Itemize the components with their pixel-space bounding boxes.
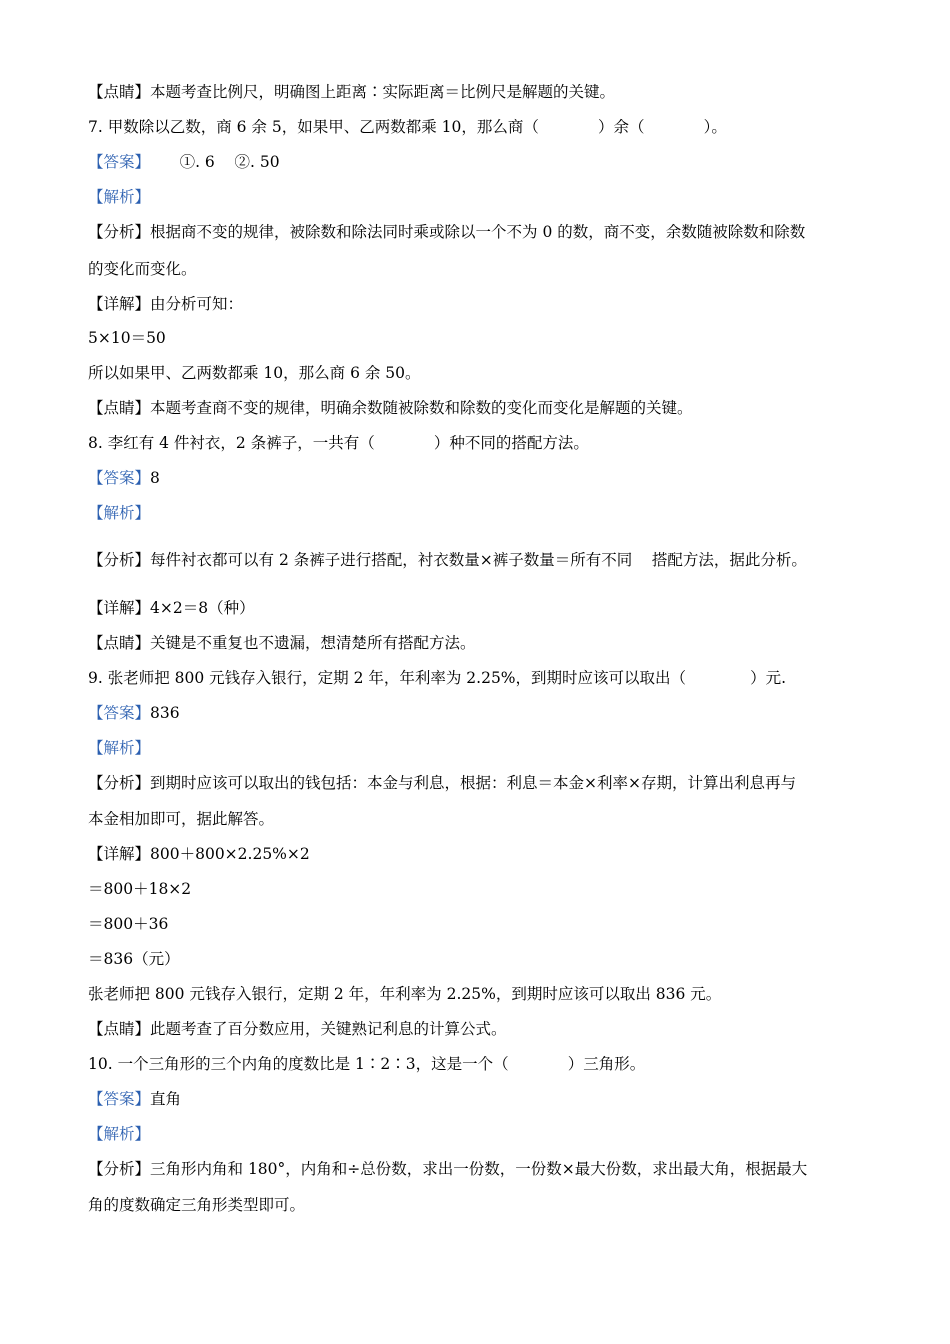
question-text: 7. 甲数除以乙数，商 6 余 5，如果甲、乙两数都乘 10，那么商（ ）余（ ）。 [88,118,727,136]
analysis-label-8 [88,503,150,523]
line-text: 角的度数确定三角形类型即可。 [88,1196,306,1214]
line-text: 到期时应该可以取出的钱包括：本金与利息，根据：利息＝本金×利率×存期，计算出利息再与 [150,774,796,792]
conclusion-9 [88,984,721,1004]
analysis-label-9 [88,738,150,758]
answer-10 [88,1089,181,1109]
question-8 [88,433,589,453]
answer-7 [88,152,280,172]
question-9 [88,668,786,688]
label-answer: 【答案】 [88,469,151,487]
answer-text: 836 [150,704,180,722]
line-text: ＝836（元） [88,950,180,968]
label-answer: 【答案】 [88,1090,151,1108]
question-7 [88,117,727,137]
line-text: 根据商不变的规律，被除数和除法同时乘或除以一个不为 0 的数，商不变，余数随被除数和除数 [150,223,806,241]
line-text: ＝800＋36 [88,915,169,933]
line-text: 三角形内角和 180°，内角和÷总份数，求出一份数，一份数×最大份数，求出最大角，根据最大 [150,1160,808,1178]
line-text: 本题考查比例尺，明确图上距离∶实际距离＝比例尺是解题的关键。 [150,83,616,101]
fenxi-8 [88,550,807,570]
label-answer: 【答案】 [88,704,151,722]
xiangjie-8 [88,598,255,618]
conclusion-7 [88,363,421,383]
analysis-label-7 [88,187,150,207]
calc-7 [88,328,166,348]
label-jiexi: 【解析】 [88,1125,151,1143]
label-dianjing: 【点睛】 [88,83,151,101]
line-text: 由分析可知： [150,295,244,313]
dianjing-9 [88,1019,507,1039]
label-dianjing: 【点睛】 [88,1020,151,1038]
line-text: 张老师把 800 元钱存入银行，定期 2 年，年利率为 2.25%，到期时应该可以取出 836 元。 [88,985,722,1003]
calc-9-step1 [88,879,191,899]
analysis-label-10 [88,1124,150,1144]
label-jiexi: 【解析】 [88,504,151,522]
line-text: 本金相加即可，据此解答。 [88,810,275,828]
label-fenxi: 【分析】 [88,223,151,241]
question-text: 9. 张老师把 800 元钱存入银行，定期 2 年，年利率为 2.25%，到期时应该可以取出（ ）元. [88,669,787,687]
line-text: 此题考查了百分数应用，关键熟记利息的计算公式。 [150,1020,507,1038]
label-answer: 【答案】 [88,153,151,171]
label-xiangjie: 【详解】 [88,599,151,617]
answer-text: 直角 [150,1090,182,1108]
label-jiexi: 【解析】 [88,739,151,757]
label-fenxi: 【分析】 [88,551,151,569]
answer-9 [88,703,180,723]
label-fenxi: 【分析】 [88,774,151,792]
label-jiexi: 【解析】 [88,188,151,206]
fenxi-10-cont [88,1195,305,1215]
line-text: 本题考查商不变的规律，明确余数随被除数和除数的变化而变化是解题的关键。 [150,399,693,417]
label-xiangjie: 【详解】 [88,845,151,863]
l1 [88,82,615,102]
line-text: 关键是不重复也不遗漏，想清楚所有搭配方法。 [150,634,476,652]
question-text: 8. 李红有 4 件衬衣，2 条裤子，一共有（ ）种不同的搭配方法。 [88,434,589,452]
line-text: 5×10＝50 [88,329,166,347]
answer-text: ①. 6 ②. 50 [150,153,280,171]
calc-9-step2 [88,914,168,934]
line-text: 的变化而变化。 [88,260,197,278]
fenxi-9-cont [88,809,274,829]
calc-9-step3 [88,949,180,969]
xiangjie-9 [88,844,310,864]
fenxi-7 [88,222,805,242]
fenxi-9 [88,773,796,793]
question-10 [88,1054,645,1074]
line-text: 每件衬衣都可以有 2 条裤子进行搭配，衬衣数量×裤子数量＝所有不同 搭配方法，据此分析。 [150,551,807,569]
line-text: ＝800＋18×2 [88,880,192,898]
fenxi-10 [88,1159,807,1179]
label-xiangjie: 【详解】 [88,295,151,313]
label-dianjing: 【点睛】 [88,399,151,417]
line-text: 800＋800×2.25%×2 [150,845,310,863]
fenxi-7-cont [88,259,197,279]
dianjing-8 [88,633,476,653]
xiangjie-7 [88,294,243,314]
dianjing-7 [88,398,693,418]
label-fenxi: 【分析】 [88,1160,151,1178]
question-text: 10. 一个三角形的三个内角的度数比是 1∶2∶3，这是一个（ ）三角形。 [88,1055,646,1073]
line-text: 所以如果甲、乙两数都乘 10，那么商 6 余 50。 [88,364,421,382]
label-dianjing: 【点睛】 [88,634,151,652]
line-text: 4×2＝8（种） [150,599,255,617]
answer-text: 8 [150,469,160,487]
answer-8 [88,468,160,488]
